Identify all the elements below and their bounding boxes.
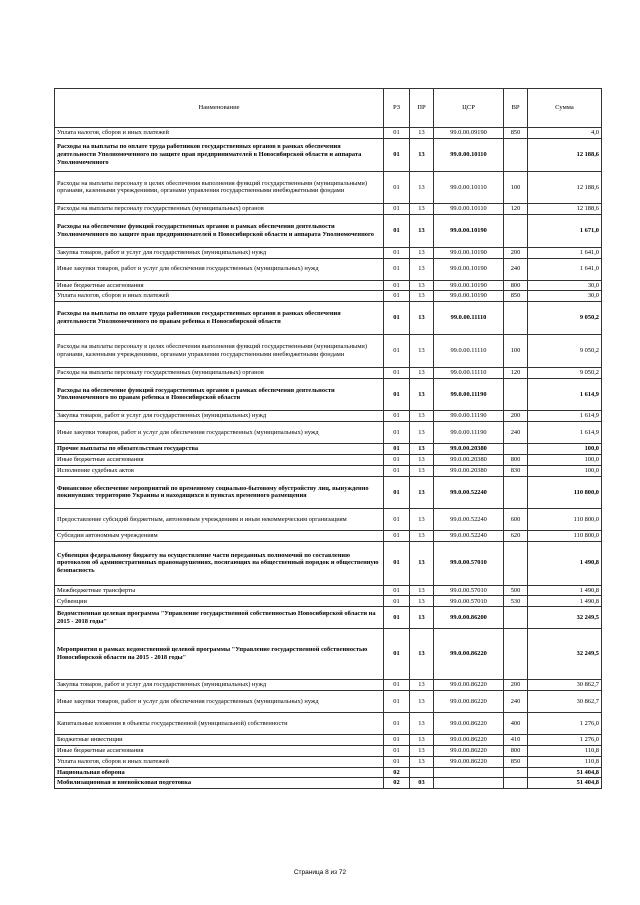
row-pr: 13 [410, 378, 434, 411]
row-vr: 100 [504, 171, 528, 204]
table-row [55, 247, 602, 258]
row-vr: 100 [504, 335, 528, 368]
row-vr: 850 [504, 291, 528, 302]
row-csr: 99.0.00.52240 [434, 531, 504, 542]
table-row [55, 767, 602, 778]
row-vr: 120 [504, 367, 528, 378]
row-vr: 800 [504, 280, 528, 291]
row-sum: 110 800,0 [528, 531, 602, 542]
row-vr: 500 [504, 585, 528, 596]
row-pr: 13 [410, 454, 434, 465]
row-vr [504, 138, 528, 171]
row-pr: 13 [410, 171, 434, 204]
row-sum: 12 188,6 [528, 138, 602, 171]
row-vr [504, 607, 528, 629]
row-csr: 99.0.00.11190 [434, 411, 504, 422]
row-rz: 01 [384, 291, 410, 302]
row-sum: 32 249,5 [528, 607, 602, 629]
row-rz: 01 [384, 454, 410, 465]
row-vr: 240 [504, 691, 528, 713]
row-name: Иные закупки товаров, работ и услуг для обеспечения государственных (муниципальных) нужд [55, 258, 384, 280]
row-rz: 01 [384, 258, 410, 280]
row-pr: 13 [410, 204, 434, 215]
row-name: Субсидии автономным учреждениям [55, 531, 384, 542]
row-name: Иные закупки товаров, работ и услуг для обеспечения государственных (муниципальных) нужд [55, 691, 384, 713]
row-sum: 30 862,7 [528, 691, 602, 713]
row-pr: 13 [410, 476, 434, 509]
row-rz: 01 [384, 734, 410, 745]
row-pr: 13 [410, 596, 434, 607]
row-pr: 13 [410, 215, 434, 248]
row-csr: 99.0.00.20380 [434, 465, 504, 476]
row-pr: 13 [410, 280, 434, 291]
table-row [55, 596, 602, 607]
row-name: Расходы на выплаты персоналу государственных (муниципальных) органов [55, 204, 384, 215]
row-sum: 1 276,0 [528, 713, 602, 735]
row-sum: 1 490,8 [528, 585, 602, 596]
row-pr: 13 [410, 745, 434, 756]
row-csr: 99.0.00.09190 [434, 128, 504, 139]
header-sum: Сумма [528, 89, 602, 128]
row-sum: 1 641,0 [528, 247, 602, 258]
row-sum: 100,0 [528, 454, 602, 465]
row-rz: 01 [384, 465, 410, 476]
table-row [55, 138, 602, 171]
row-rz: 01 [384, 756, 410, 767]
row-csr: 99.0.00.11110 [434, 367, 504, 378]
row-rz: 01 [384, 542, 410, 586]
row-pr: 13 [410, 629, 434, 680]
row-name: Мероприятия в рамках ведомственной целевой программы "Управление государственной собственностью Новосибирской области на 2015 - 2018 годы" [55, 629, 384, 680]
row-vr [504, 443, 528, 454]
row-name: Предоставление субсидий бюджетным, автономным учреждениям и иным некоммерческим организациям [55, 509, 384, 531]
row-name: Расходы на выплаты персоналу в целях обеспечения выполнения функций государственными (муниципальными) органами, казенными учреждениями, органами управления государственными внебюджетными фондами [55, 335, 384, 368]
table-row [55, 531, 602, 542]
row-pr: 13 [410, 531, 434, 542]
row-sum: 51 404,8 [528, 778, 602, 789]
row-rz: 01 [384, 443, 410, 454]
budget-table [54, 88, 602, 789]
row-sum: 110,8 [528, 745, 602, 756]
row-rz: 01 [384, 509, 410, 531]
table-row [55, 509, 602, 531]
row-pr: 13 [410, 138, 434, 171]
row-name: Субвенция федеральному бюджету на осуществление части переданных полномочий по составлению протоколов об административных правонарушениях, посягающих на общественный порядок и общественную безопасность [55, 542, 384, 586]
row-sum: 100,0 [528, 443, 602, 454]
header-pr: ПР [410, 89, 434, 128]
row-rz: 01 [384, 691, 410, 713]
row-pr: 13 [410, 680, 434, 691]
row-csr: 99.0.00.86220 [434, 734, 504, 745]
row-name: Иные бюджетные ассигнования [55, 745, 384, 756]
row-pr: 13 [410, 302, 434, 335]
row-rz: 01 [384, 280, 410, 291]
table-row [55, 204, 602, 215]
row-name: Расходы на выплаты по оплате труда работников государственных органов в рамках обеспечения деятельности Уполномоченного по правам ребенка в Новосибирской области [55, 302, 384, 335]
table-header-row [55, 89, 602, 128]
row-rz: 01 [384, 713, 410, 735]
row-pr: 13 [410, 258, 434, 280]
row-csr [434, 767, 504, 778]
row-csr: 99.0.00.20380 [434, 454, 504, 465]
row-rz: 02 [384, 778, 410, 789]
row-pr: 13 [410, 585, 434, 596]
row-vr [504, 778, 528, 789]
row-name: Расходы на выплаты персоналу государственных (муниципальных) органов [55, 367, 384, 378]
row-sum: 1 671,0 [528, 215, 602, 248]
row-rz: 01 [384, 411, 410, 422]
row-sum: 30,0 [528, 280, 602, 291]
row-pr: 13 [410, 734, 434, 745]
table-row [55, 171, 602, 204]
row-sum: 1 614,9 [528, 422, 602, 444]
row-vr: 530 [504, 596, 528, 607]
table-row [55, 476, 602, 509]
row-csr: 99.0.00.10190 [434, 258, 504, 280]
row-pr: 13 [410, 367, 434, 378]
row-pr: 13 [410, 291, 434, 302]
row-vr [504, 215, 528, 248]
row-sum: 12 188,6 [528, 171, 602, 204]
row-rz: 01 [384, 128, 410, 139]
table-row [55, 215, 602, 248]
row-rz: 01 [384, 367, 410, 378]
row-name: Закупка товаров, работ и услуг для государственных (муниципальных) нужд [55, 411, 384, 422]
row-rz: 01 [384, 247, 410, 258]
row-pr: 13 [410, 542, 434, 586]
row-sum: 9 050,2 [528, 302, 602, 335]
row-rz: 01 [384, 596, 410, 607]
row-rz: 01 [384, 607, 410, 629]
row-name: Расходы на выплаты по оплате труда работников государственных органов в рамках обеспечения деятельности Уполномоченного по защите прав предпринимателей в Новосибирской области и аппарата Уполномоченного [55, 138, 384, 171]
table-row [55, 335, 602, 368]
header-name: Наименование [55, 89, 384, 128]
row-sum: 1 276,0 [528, 734, 602, 745]
row-sum: 9 050,2 [528, 335, 602, 368]
row-name: Расходы на обеспечение функций государственных органов в рамках обеспечения деятельности Уполномоченного по правам ребенка в Новосибирской области [55, 378, 384, 411]
row-name: Закупка товаров, работ и услуг для государственных (муниципальных) нужд [55, 680, 384, 691]
table-row [55, 128, 602, 139]
table-row [55, 756, 602, 767]
row-vr [504, 378, 528, 411]
row-pr: 13 [410, 128, 434, 139]
table-row [55, 713, 602, 735]
table-row [55, 542, 602, 586]
row-vr: 240 [504, 422, 528, 444]
row-csr: 99.0.00.86220 [434, 680, 504, 691]
row-name: Мобилизационная и вневойсковая подготовка [55, 778, 384, 789]
row-csr: 99.0.00.52240 [434, 476, 504, 509]
table-row [55, 465, 602, 476]
row-vr: 850 [504, 756, 528, 767]
row-csr: 99.0.00.10190 [434, 291, 504, 302]
row-vr: 200 [504, 680, 528, 691]
row-rz: 01 [384, 680, 410, 691]
row-csr: 99.0.00.11110 [434, 302, 504, 335]
row-csr: 99.0.00.86220 [434, 745, 504, 756]
table-row [55, 367, 602, 378]
row-rz: 01 [384, 138, 410, 171]
row-sum: 110 800,0 [528, 476, 602, 509]
table-row [55, 302, 602, 335]
row-rz: 01 [384, 378, 410, 411]
row-pr: 13 [410, 335, 434, 368]
table-row [55, 607, 602, 629]
header-rz: РЗ [384, 89, 410, 128]
table-row [55, 680, 602, 691]
row-rz: 02 [384, 767, 410, 778]
row-rz: 01 [384, 476, 410, 509]
table-row [55, 585, 602, 596]
row-csr: 99.0.00.86220 [434, 629, 504, 680]
table-row [55, 378, 602, 411]
table-row [55, 454, 602, 465]
row-sum: 4,0 [528, 128, 602, 139]
table-row [55, 734, 602, 745]
row-pr: 13 [410, 713, 434, 735]
row-csr: 99.0.00.52240 [434, 509, 504, 531]
row-csr: 99.0.00.11190 [434, 378, 504, 411]
row-rz: 01 [384, 585, 410, 596]
row-csr: 99.0.00.10190 [434, 280, 504, 291]
row-rz: 01 [384, 335, 410, 368]
table-row [55, 280, 602, 291]
row-rz: 01 [384, 629, 410, 680]
row-vr: 240 [504, 258, 528, 280]
row-name: Иные бюджетные ассигнования [55, 454, 384, 465]
table-row [55, 778, 602, 789]
row-csr: 99.0.00.10110 [434, 204, 504, 215]
table-row [55, 691, 602, 713]
row-sum: 32 249,5 [528, 629, 602, 680]
row-sum: 30 862,7 [528, 680, 602, 691]
row-sum: 9 050,2 [528, 367, 602, 378]
row-csr: 99.0.00.11190 [434, 422, 504, 444]
row-vr: 600 [504, 509, 528, 531]
row-sum: 1 641,0 [528, 258, 602, 280]
row-vr: 800 [504, 745, 528, 756]
row-name: Ведомственная целевая программа "Управление государственной собственностью Новосибирской области на 2015 - 2018 годы" [55, 607, 384, 629]
row-name: Национальная оборона [55, 767, 384, 778]
header-vr: ВР [504, 89, 528, 128]
row-name: Уплата налогов, сборов и иных платежей [55, 291, 384, 302]
row-csr: 99.0.00.11110 [434, 335, 504, 368]
row-name: Расходы на обеспечение функций государственных органов в рамках обеспечения деятельности Уполномоченного по защите прав предпринимателей в Новосибирской области и аппарата Уполномоченного [55, 215, 384, 248]
row-pr: 03 [410, 778, 434, 789]
row-csr: 99.0.00.86220 [434, 756, 504, 767]
row-csr: 99.0.00.20380 [434, 443, 504, 454]
table-row [55, 411, 602, 422]
row-sum: 12 188,6 [528, 204, 602, 215]
table-row [55, 291, 602, 302]
row-vr [504, 302, 528, 335]
row-rz: 01 [384, 422, 410, 444]
row-pr: 13 [410, 443, 434, 454]
row-csr: 99.0.00.86220 [434, 691, 504, 713]
row-name: Уплата налогов, сборов и иных платежей [55, 128, 384, 139]
row-name: Капитальные вложения в объекты государственной (муниципальной) собственности [55, 713, 384, 735]
row-csr: 99.0.00.10110 [434, 171, 504, 204]
row-sum: 1 490,8 [528, 542, 602, 586]
row-vr: 200 [504, 247, 528, 258]
row-vr: 120 [504, 204, 528, 215]
row-sum: 110,8 [528, 756, 602, 767]
row-sum: 110 800,0 [528, 509, 602, 531]
row-vr: 620 [504, 531, 528, 542]
row-sum: 30,0 [528, 291, 602, 302]
row-csr: 99.0.00.57010 [434, 585, 504, 596]
row-vr: 830 [504, 465, 528, 476]
row-pr: 13 [410, 247, 434, 258]
row-pr: 13 [410, 422, 434, 444]
row-name: Прочие выплаты по обязательствам государства [55, 443, 384, 454]
row-name: Финансовое обеспечение мероприятий по временному социально-бытовому обустройству лиц, вынужденно покинувших территорию Украины и находящихся в пунктах временного размещения [55, 476, 384, 509]
row-csr: 99.0.00.57010 [434, 596, 504, 607]
row-vr [504, 542, 528, 586]
row-pr [410, 767, 434, 778]
row-sum: 100,0 [528, 465, 602, 476]
row-rz: 01 [384, 302, 410, 335]
row-csr: 99.0.00.10190 [434, 215, 504, 248]
table-row [55, 629, 602, 680]
row-name: Закупка товаров, работ и услуг для государственных (муниципальных) нужд [55, 247, 384, 258]
row-vr: 410 [504, 734, 528, 745]
row-pr: 13 [410, 607, 434, 629]
row-pr: 13 [410, 411, 434, 422]
row-rz: 01 [384, 215, 410, 248]
row-name: Межбюджетные трансферты [55, 585, 384, 596]
row-csr: 99.0.00.57010 [434, 542, 504, 586]
row-csr: 99.0.00.86200 [434, 607, 504, 629]
row-csr [434, 778, 504, 789]
table-row [55, 443, 602, 454]
table-row [55, 422, 602, 444]
row-name: Иные закупки товаров, работ и услуг для обеспечения государственных (муниципальных) нужд [55, 422, 384, 444]
row-name: Исполнение судебных актов [55, 465, 384, 476]
row-name: Бюджетные инвестиции [55, 734, 384, 745]
row-csr: 99.0.00.86220 [434, 713, 504, 735]
page-number: Страница 8 из 72 [293, 869, 347, 876]
row-sum: 1 614,9 [528, 378, 602, 411]
row-sum: 1 490,8 [528, 596, 602, 607]
row-vr: 800 [504, 454, 528, 465]
row-pr: 13 [410, 691, 434, 713]
row-name: Расходы на выплаты персоналу в целях обеспечения выполнения функций государственными (муниципальными) органами, казенными учреждениями, органами управления государственными внебюджетными фондами [55, 171, 384, 204]
row-vr: 850 [504, 128, 528, 139]
row-vr: 200 [504, 411, 528, 422]
row-vr: 400 [504, 713, 528, 735]
row-pr: 13 [410, 756, 434, 767]
row-vr [504, 476, 528, 509]
row-sum: 1 614,9 [528, 411, 602, 422]
row-vr [504, 767, 528, 778]
row-csr: 99.0.00.10190 [434, 247, 504, 258]
row-name: Субвенции [55, 596, 384, 607]
row-name: Иные бюджетные ассигнования [55, 280, 384, 291]
row-pr: 13 [410, 465, 434, 476]
row-pr: 13 [410, 509, 434, 531]
row-csr: 99.0.00.10110 [434, 138, 504, 171]
row-name: Уплата налогов, сборов и иных платежей [55, 756, 384, 767]
row-rz: 01 [384, 531, 410, 542]
row-rz: 01 [384, 171, 410, 204]
row-sum: 51 404,8 [528, 767, 602, 778]
row-rz: 01 [384, 745, 410, 756]
table-row [55, 258, 602, 280]
row-rz: 01 [384, 204, 410, 215]
row-vr [504, 629, 528, 680]
table-row [55, 745, 602, 756]
header-csr: ЦСР [434, 89, 504, 128]
